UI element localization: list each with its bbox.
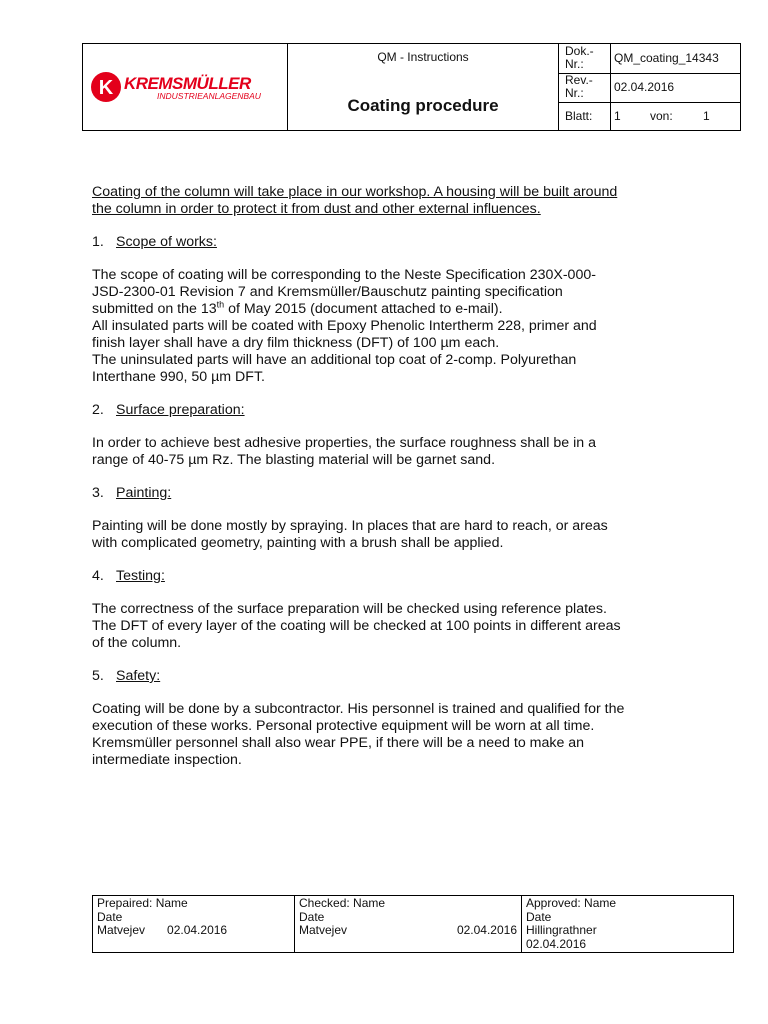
section-heading-safety: [92, 668, 692, 685]
doc-nr-label: [565, 45, 594, 71]
paragraph-line: execution of these works. Personal protective equipment will be worn at all time.: [92, 718, 595, 734]
header-divider: [558, 102, 740, 103]
prepared-cell: [93, 896, 293, 952]
paragraph-line: with complicated geometry, painting with a brush shall be applied.: [92, 535, 504, 551]
document-category: QM - Instructions: [377, 50, 469, 64]
paragraph-line: The scope of coating will be corresponding to the Neste Specification 230X-000-: [92, 267, 596, 283]
paragraph-line: The uninsulated parts will have an additional top coat of 2-comp. Polyurethan: [92, 352, 577, 368]
section-heading-scope: [92, 234, 692, 251]
logo-wordmark: KREMSMÜLLER: [124, 74, 251, 93]
text-run: of May 2015 (document attached to e-mail).: [224, 301, 503, 317]
document-body: [92, 184, 692, 769]
kremsmueller-logo-icon: [89, 69, 279, 105]
sheet-label: Blatt:: [565, 109, 593, 123]
prepared-date-label: Date: [97, 909, 123, 924]
section-heading-painting: [92, 485, 692, 502]
approved-cell: [521, 896, 733, 952]
paragraph-line: intermediate inspection.: [92, 752, 242, 768]
section-title: Surface preparation:: [116, 402, 245, 418]
paragraph-line: Painting will be done mostly by spraying. In places that are hard to reach, or areas: [92, 518, 608, 534]
checked-values: [299, 924, 517, 938]
of-value: 1: [703, 109, 710, 123]
approved-date-label: Date: [526, 909, 552, 924]
paragraph-line: JSD-2300-01 Revision 7 and Kremsmüller/Bauschutz painting specification: [92, 284, 563, 300]
logo-subtext: INDUSTRIEANLAGENBAU: [157, 91, 261, 101]
rev-nr-label-line2: Nr.:: [565, 86, 584, 100]
section-number: 5.: [92, 668, 104, 684]
doc-nr-value: QM_coating_14343: [614, 51, 719, 65]
checked-name: Matvejev: [299, 923, 348, 937]
superscript: th: [216, 299, 225, 310]
paragraph-line: The correctness of the surface preparation will be checked using reference plates.: [92, 601, 607, 617]
prepared-date: 02.04.2016: [167, 923, 228, 937]
paragraph-line: of the column.: [92, 635, 182, 651]
intro-line: Coating of the column will take place in our workshop. A housing will be built around: [92, 184, 618, 200]
section-title: Safety:: [116, 668, 161, 684]
section-title: Testing:: [116, 568, 165, 584]
company-logo: [83, 44, 287, 130]
intro-line: the column in order to protect it from dust and other external influences.: [92, 201, 541, 217]
paragraph-line: finish layer shall have a dry film thickness (DFT) of 100 µm each.: [92, 335, 500, 351]
approved-label: Approved: Name: [526, 896, 617, 910]
paragraph-line: In order to achieve best adhesive properties, the surface roughness shall be in a: [92, 435, 596, 451]
section-number: 3.: [92, 485, 104, 501]
checked-date: 02.04.2016: [456, 923, 517, 937]
sheet-value: 1: [614, 109, 621, 123]
document-title: Coating procedure: [347, 96, 499, 115]
paragraph-line: The DFT of every layer of the coating will be checked at 100 points in different areas: [92, 618, 621, 634]
paragraph-line: [92, 301, 692, 318]
prepared-name: Matvejev: [97, 923, 146, 937]
doc-nr-label-line1: Dok.-: [565, 44, 594, 58]
section-heading-testing: [92, 568, 692, 585]
paragraph-line: Coating will be done by a subcontractor. His personnel is trained and qualified for the: [92, 701, 625, 717]
section-number: 1.: [92, 234, 104, 250]
approved-date: 02.04.2016: [526, 936, 587, 951]
svg-text:K: K: [98, 77, 114, 99]
signature-table: [92, 895, 734, 953]
section-number: 2.: [92, 402, 104, 418]
checked-cell: [294, 896, 521, 952]
header-divider: [558, 44, 559, 130]
document-header: [82, 43, 741, 131]
rev-nr-label: [565, 74, 593, 100]
section-title: Scope of works:: [116, 234, 217, 250]
header-divider: [610, 44, 611, 130]
prepared-values: [97, 924, 289, 938]
paragraph-line: range of 40-75 µm Rz. The blasting material will be garnet sand.: [92, 452, 496, 468]
rev-nr-value: 02.04.2016: [614, 80, 675, 94]
section-heading-surface: [92, 402, 692, 419]
of-label: von:: [650, 109, 673, 123]
paragraph-line: All insulated parts will be coated with Epoxy Phenolic Intertherm 228, primer and: [92, 318, 597, 334]
approved-name: Hillingrathner: [526, 923, 597, 937]
section-title: Painting:: [116, 485, 172, 501]
text-run: submitted on the 13: [92, 301, 217, 317]
section-number: 4.: [92, 568, 104, 584]
rev-nr-label-line1: Rev.-: [565, 73, 593, 87]
paragraph-line: Interthane 990, 50 µm DFT.: [92, 369, 265, 385]
doc-nr-label-line2: Nr.:: [565, 57, 584, 71]
prepared-label: Prepaired: Name: [97, 896, 188, 910]
checked-date-label: Date: [299, 909, 325, 924]
checked-label: Checked: Name: [299, 896, 386, 910]
paragraph-line: Kremsmüller personnel shall also wear PPE, if there will be a need to make an: [92, 735, 585, 751]
